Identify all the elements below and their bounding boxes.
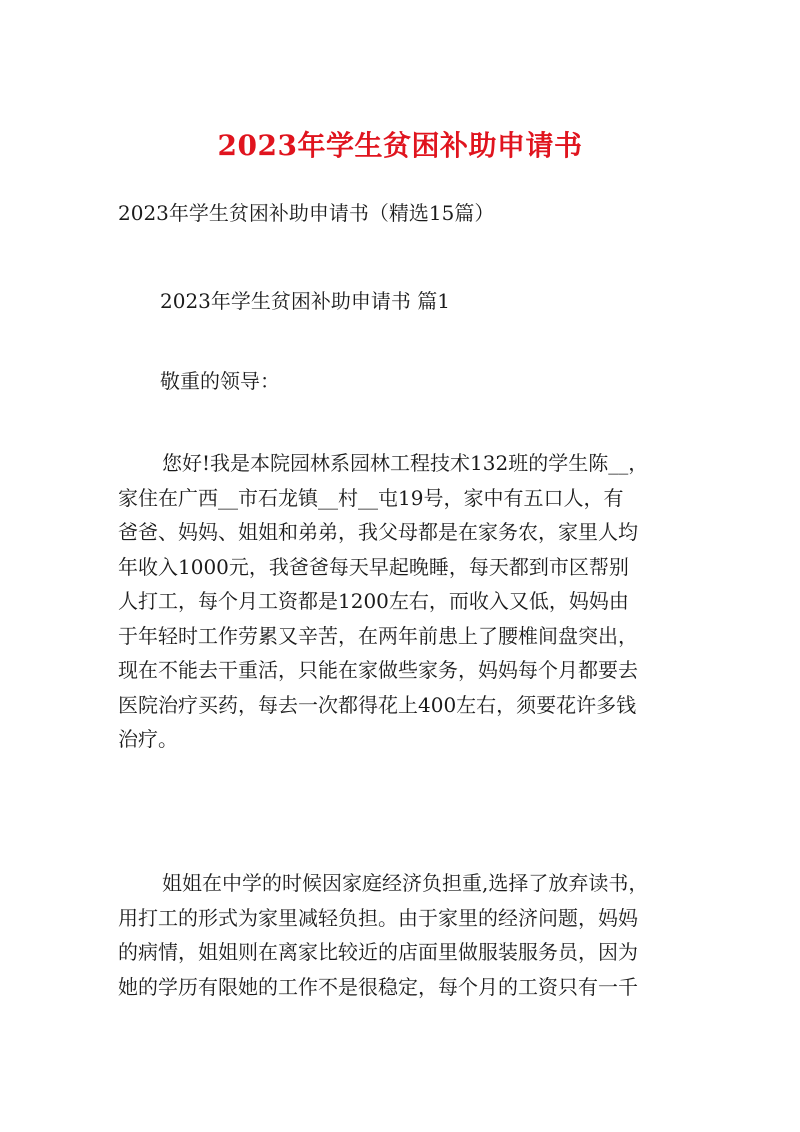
- paragraph-line: 于年轻时工作劳累又辛苦，在两年前患上了腰椎间盘突出，: [118, 623, 638, 648]
- paragraph-line: 您好!我是本院园林系园林工程技术132班的学生陈__，: [162, 451, 649, 475]
- paragraph-line: 用打工的形式为家里减轻负担。由于家里的经济问题，妈妈: [118, 905, 638, 930]
- paragraph-line: 人打工，每个月工资都是1200左右，而收入又低，妈妈由: [118, 589, 629, 613]
- paragraph-line: 姐姐在中学的时候因家庭经济负担重,选择了放弃读书，: [162, 871, 649, 895]
- paragraph-1: [118, 446, 688, 757]
- paragraph-line: 家住在广西__市石龙镇__村__屯19号，家中有五口人，有: [118, 485, 624, 510]
- paragraph-line: 现在不能去干重活，只能在家做些家务，妈妈每个月都要去: [118, 658, 638, 682]
- section-heading: 2023年学生贫困补助申请书 篇1: [160, 289, 450, 313]
- document-subtitle: 2023年学生贫困补助申请书（精选15篇）: [118, 201, 495, 225]
- paragraph-line: 医院治疗买药，每去一次都得花上400左右，须要花许多钱: [118, 692, 637, 717]
- paragraph-line: 的病情，姐姐则在离家比较近的店面里做服装服务员，因为: [118, 940, 638, 964]
- salutation: 敬重的领导：: [160, 369, 280, 393]
- paragraph-line: 治疗。: [118, 727, 178, 751]
- paragraph-line: 年收入1000元，我爸爸每天早起晚睡，每天都到市区帮别: [118, 554, 629, 579]
- paragraph-2: [118, 866, 688, 1004]
- document-title: 2023年学生贫困补助申请书: [217, 129, 583, 162]
- paragraph-line: 爸爸、妈妈、姐姐和弟弟，我父母都是在家务农，家里人均: [118, 520, 638, 544]
- paragraph-line: 她的学历有限她的工作不是很稳定，每个月的工资只有一千: [118, 974, 638, 999]
